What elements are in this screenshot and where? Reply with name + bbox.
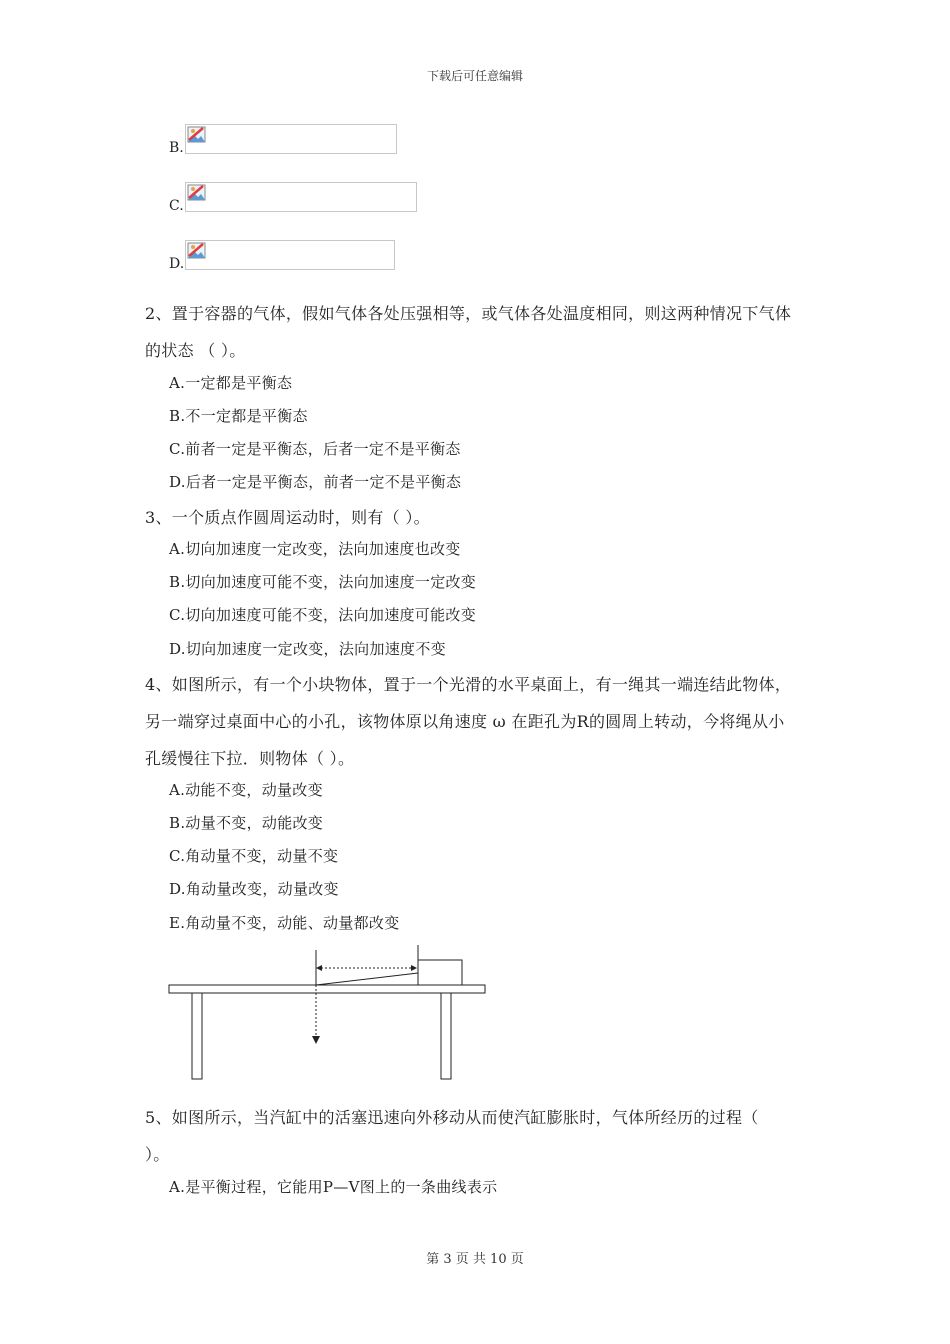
broken-image-b	[185, 124, 397, 154]
question-2-option-c: C.前者一定是平衡态，后者一定不是平衡态	[169, 440, 461, 458]
page-footer: 第 3 页 共 10 页	[426, 1252, 524, 1267]
table-right-leg	[441, 993, 451, 1079]
rope-line	[316, 973, 418, 985]
table-left-leg	[192, 993, 202, 1079]
option-b-label: B.	[169, 140, 184, 156]
broken-image-icon	[187, 126, 207, 144]
broken-image-d	[185, 240, 395, 270]
question-4-option-c: C.角动量不变，动量不变	[169, 847, 339, 865]
table-diagram	[160, 940, 495, 1085]
question-4-option-d: D.角动量改变，动量改变	[169, 880, 339, 898]
question-5-line-2: ）。	[145, 1145, 170, 1164]
question-3-option-b: B.切向加速度可能不变，法向加速度一定改变	[169, 573, 477, 591]
question-4-option-e: E.角动量不变，动能、动量都改变	[169, 914, 400, 932]
question-3-option-c: C.切向加速度可能不变，法向加速度可能改变	[169, 606, 477, 624]
question-5-line-1: 5、如图所示，当汽缸中的活塞迅速向外移动从而使汽缸膨胀时，气体所经历的过程（	[145, 1108, 759, 1127]
broken-image-icon	[187, 242, 207, 260]
question-4-option-b: B.动量不变，动能改变	[169, 814, 324, 832]
question-2-option-b: B.不一定都是平衡态	[169, 407, 308, 425]
broken-image-icon	[187, 184, 207, 202]
question-3-option-a: A.切向加速度一定改变，法向加速度也改变	[169, 540, 461, 558]
question-2-option-a: A.一定都是平衡态	[169, 374, 293, 392]
table-top	[169, 985, 485, 993]
question-2-line-2: 的状态 （ ）。	[145, 341, 246, 360]
question-4-line-3: 孔缓慢往下拉．则物体（ ）。	[145, 749, 355, 768]
question-3-option-d: D.切向加速度一定改变，法向加速度不变	[169, 640, 446, 658]
option-d-label: D.	[169, 256, 185, 272]
question-5-option-a: A.是平衡过程，它能用P—V图上的一条曲线表示	[169, 1178, 498, 1196]
question-3-line-1: 3、一个质点作圆周运动时，则有（ ）。	[145, 508, 430, 527]
broken-image-c	[185, 182, 417, 212]
question-2-option-d: D.后者一定是平衡态，前者一定不是平衡态	[169, 473, 462, 491]
question-2-line-1: 2、置于容器的气体，假如气体各处压强相等，或气体各处温度相同，则这两种情况下气体	[145, 304, 792, 323]
question-4-line-2: 另一端穿过桌面中心的小孔，该物体原以角速度 ω 在距孔为R的圆周上转动，今将绳从小	[145, 712, 785, 731]
block-object	[418, 960, 462, 985]
question-4-option-a: A.动能不变，动量改变	[169, 781, 323, 799]
option-c-label: C.	[169, 198, 184, 214]
question-4-line-1: 4、如图所示，有一个小块物体，置于一个光滑的水平桌面上，有一绳其一端连结此物体，	[145, 675, 792, 694]
page-header: 下载后可任意编辑	[426, 69, 523, 83]
